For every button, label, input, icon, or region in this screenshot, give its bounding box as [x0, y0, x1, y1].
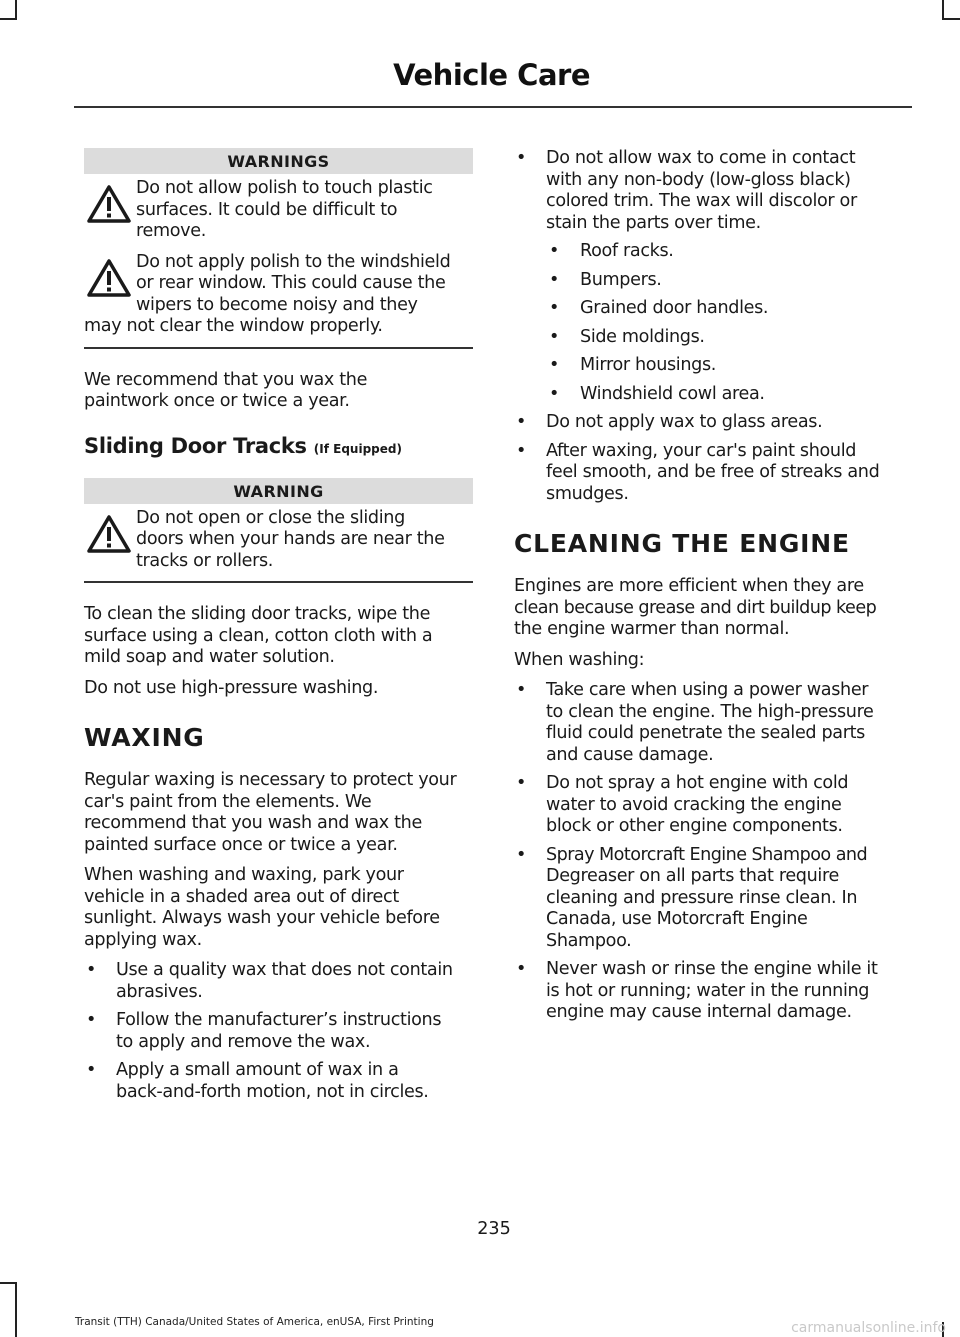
warning-triangle-icon [86, 258, 132, 298]
bullet-icon: • [549, 269, 560, 290]
crop-mark [15, 0, 17, 20]
header-divider [74, 106, 912, 108]
bullet-icon: • [549, 355, 560, 375]
watermark: carmanualsonline.info [791, 1320, 946, 1336]
list-item: • After waxing, your car's paint should feel smooth, and be free of streaks and smudges. [516, 440, 880, 504]
bullet-icon: • [549, 326, 560, 347]
page-number: 235 [477, 1219, 511, 1239]
list-item: • Take care when using a power washer to clean the engine. The high-pressure fluid could penetrate the sealed parts and cause damage. [516, 680, 874, 765]
list-item: • Apply a small amount of wax in a back-and-forth motion, not in circles. [86, 1060, 429, 1102]
list-item: • Never wash or rinse the engine while it is hot or running; water in the running engine may cause internal damage. [516, 959, 878, 1022]
warning-triangle-icon [86, 514, 132, 554]
bullet-icon: • [516, 412, 527, 432]
bullet-icon: • [516, 148, 527, 168]
paragraph: Do not use high-pressure washing. [84, 677, 379, 698]
list-item: • Spray Motorcraft Engine Shampoo and Degreaser on all parts that require cleaning and pressure rinse clean. In Canada, use Motorcraft Engine Shampoo. [516, 844, 868, 951]
left-column [84, 148, 473, 1110]
right-column [514, 148, 906, 1031]
warning-item: Do not allow polish to touch plastic surfaces. It could be difficult to remove. [84, 178, 473, 243]
paragraph: When washing: [514, 649, 645, 670]
bullet-icon: • [549, 298, 560, 318]
waxing-heading: WAXING [84, 723, 205, 752]
bullet-icon: • [516, 844, 527, 865]
crop-mark [942, 0, 944, 20]
warning-divider [84, 581, 473, 583]
warning-item: Do not apply polish to the windshield or rear window. This could cause the wipers to become noisy and they may not clear the window properly. [84, 251, 451, 336]
paragraph: Regular waxing is necessary to protect your car's paint from the elements. We recommend that you wash and wax the painted surface once or twice a year. [84, 770, 457, 855]
warning-divider [84, 347, 473, 349]
list-item: • Follow the manufacturer’s instructions to apply and remove the wax. [86, 1010, 442, 1052]
bullet-icon: • [516, 440, 527, 461]
bullet-icon: • [549, 241, 560, 261]
crop-mark [15, 1282, 17, 1337]
bullet-icon: • [516, 680, 527, 700]
crop-mark [942, 18, 960, 20]
page-title: Vehicle Care [393, 58, 590, 92]
paragraph: We recommend that you wax the paintwork once or twice a year. [84, 369, 368, 411]
sliding-door-heading: Sliding Door Tracks (If Equipped) [84, 433, 402, 458]
paragraph: When washing and waxing, park your vehicle in a shaded area out of direct sunlight. Always wash your vehicle before applying wax. [84, 865, 440, 950]
bullet-icon: • [516, 773, 527, 793]
list-item: • Do not allow wax to come in contact with any non-body (low-gloss black) colored trim. The wax will discolor or stain the parts over time. [516, 148, 857, 233]
warning-heading: WARNING [84, 478, 473, 504]
sub-list-item: • Side moldings. [549, 326, 705, 347]
cleaning-engine-heading: CLEANING THE ENGINE [514, 529, 850, 558]
paragraph: Engines are more efficient when they are clean because grease and dirt buildup keep the engine warmer than normal. [514, 576, 877, 639]
sub-list-item: • Grained door handles. [549, 298, 769, 318]
warning-item: Do not open or close the sliding doors when your hands are near the tracks or rollers. [84, 508, 473, 573]
paragraph: To clean the sliding door tracks, wipe the surface using a clean, cotton cloth with a mild soap and water solution. [84, 604, 433, 667]
bullet-icon: • [549, 383, 560, 404]
sub-list-item: • Bumpers. [549, 269, 662, 290]
warnings-heading: WARNINGS [84, 148, 473, 174]
footer-text: Transit (TTH) Canada/United States of America, enUSA, First Printing [75, 1316, 434, 1328]
bullet-icon: • [86, 960, 97, 980]
list-item: • Use a quality wax that does not contain abrasives. [86, 960, 453, 1002]
bullet-icon: • [86, 1060, 97, 1080]
list-item: • Do not apply wax to glass areas. [516, 412, 823, 432]
bullet-icon: • [516, 959, 527, 979]
sub-list-item: • Mirror housings. [549, 355, 717, 375]
sub-list-item: • Roof racks. [549, 241, 674, 261]
crop-mark [0, 18, 17, 20]
bullet-icon: • [86, 1010, 97, 1030]
list-item: • Do not spray a hot engine with cold water to avoid cracking the engine block or other engine components. [516, 773, 849, 836]
warning-triangle-icon [86, 184, 132, 224]
crop-mark [0, 1282, 17, 1284]
sub-list-item: • Windshield cowl area. [549, 383, 765, 404]
